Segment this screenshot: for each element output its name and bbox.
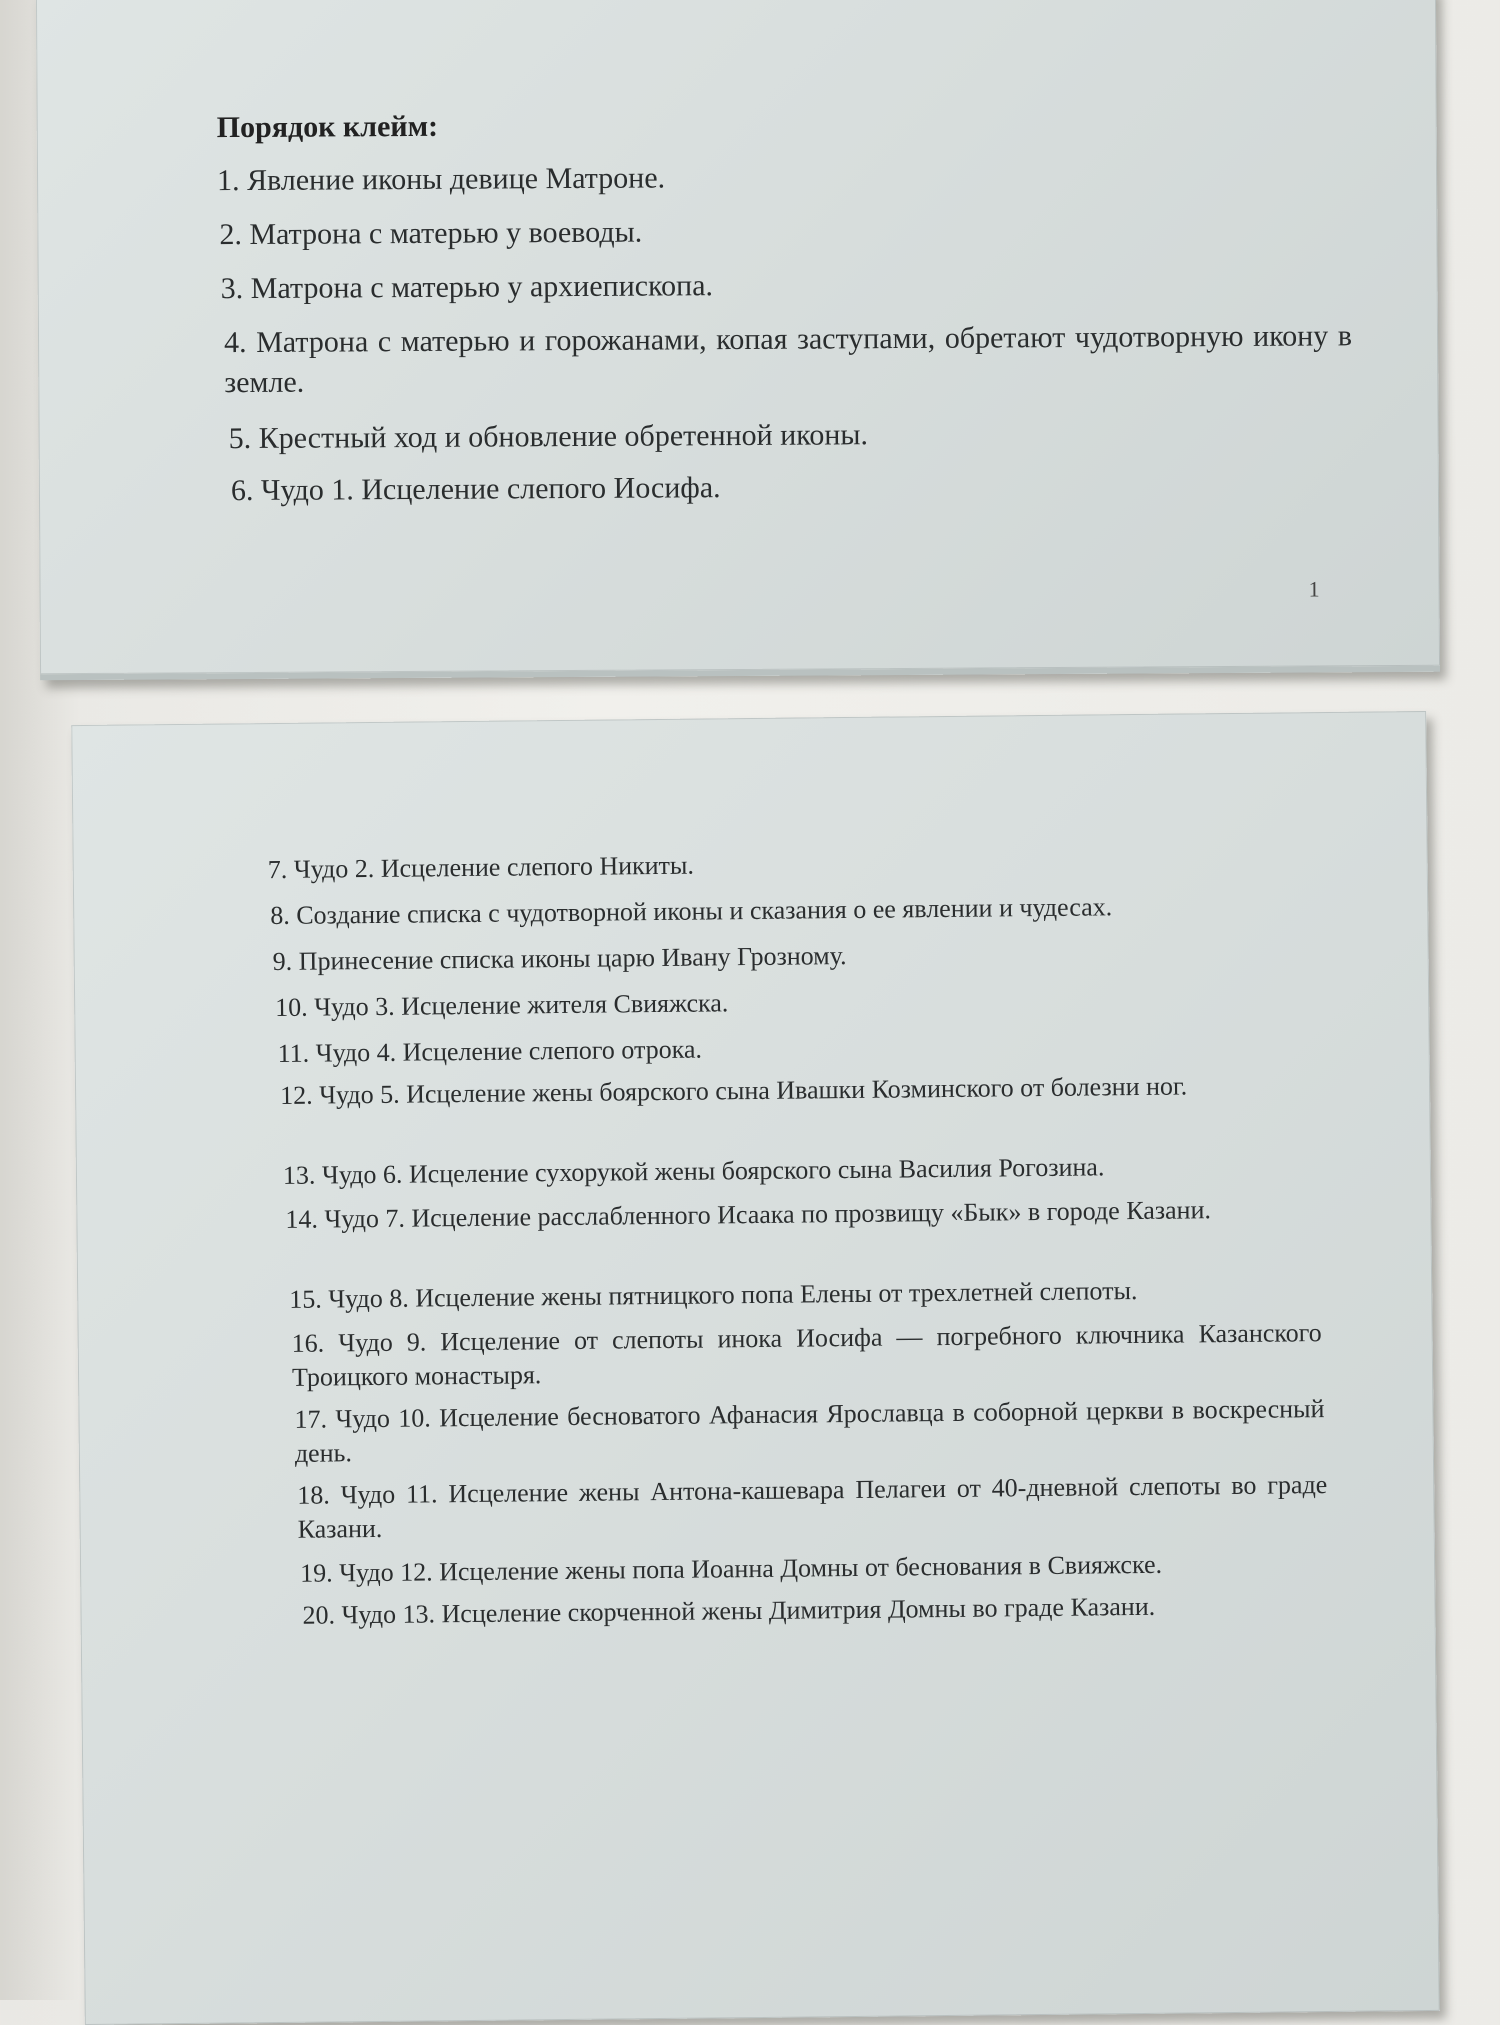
list-item: 16. Чудо 9. Исцеление от слепоты инока Иосифа — погребного ключника Казанского Троицкого монастыря. bbox=[291, 1318, 1322, 1392]
list-item: 3. Матрона с матерью у архиепископа. bbox=[220, 269, 714, 306]
list-item: 20. Чудо 13. Исцеление скорченной жены Димитрия Домны во граде Казани. bbox=[302, 1591, 1156, 1630]
list-item: 19. Чудо 12. Исцеление жены попа Иоанна Домны от беснования в Свияжске. bbox=[299, 1549, 1163, 1588]
list-item: 6. Чудо 1. Исцеление слепого Иосифа. bbox=[230, 471, 721, 508]
list-item: 15. Чудо 8. Исцеление жены пятницкого попа Елены от трехлетней слепоты. bbox=[289, 1275, 1138, 1314]
list-item: 17. Чудо 10. Исцеление бесноватого Афанасия Ярославца в соборной церкви в воскресный день. bbox=[294, 1394, 1325, 1468]
list-item: 14. Чудо 7. Исцеление расслабленного Исаака по прозвищу «Бык» в городе Казани. bbox=[285, 1195, 1212, 1234]
list-item: 4. Матрона с матерью и горожанами, копая заступами, обретают чудотворную икону в земле. bbox=[223, 319, 1353, 400]
list-item: 9. Принесение списка иконы царю Ивану Грозному. bbox=[272, 941, 847, 977]
list-heading: Порядок клейм: bbox=[216, 109, 439, 145]
list-item: 18. Чудо 11. Исцеление жены Антона-кашевара Пелагеи от 40-дневной слепоты во граде Казани. bbox=[297, 1470, 1328, 1544]
sheet-1 bbox=[36, 0, 1440, 680]
list-item: 10. Чудо 3. Исцеление жителя Свияжска. bbox=[275, 988, 729, 1023]
sheet-2 bbox=[71, 711, 1440, 2025]
list-item: 11. Чудо 4. Исцеление слепого отрока. bbox=[277, 1034, 703, 1068]
list-item: 13. Чудо 6. Исцеление сухорукой жены боярского сына Василия Рогозина. bbox=[282, 1152, 1105, 1190]
list-item: 5. Крестный ход и обновление обретенной иконы. bbox=[228, 418, 869, 456]
list-item: 2. Матрона с матерью у воеводы. bbox=[219, 215, 643, 252]
list-item: 12. Чудо 5. Исцеление жены боярского сына Ивашки Козминского от болезни ног. bbox=[279, 1071, 1188, 1110]
list-item: 8. Создание списка с чудотворной иконы и сказания о ее явлении и чудесах. bbox=[270, 892, 1113, 931]
list-item: 1. Явление иконы девице Матроне. bbox=[216, 161, 666, 198]
list-item: 7. Чудо 2. Исцеление слепого Никиты. bbox=[267, 850, 695, 885]
page-number: 1 bbox=[1308, 576, 1320, 602]
